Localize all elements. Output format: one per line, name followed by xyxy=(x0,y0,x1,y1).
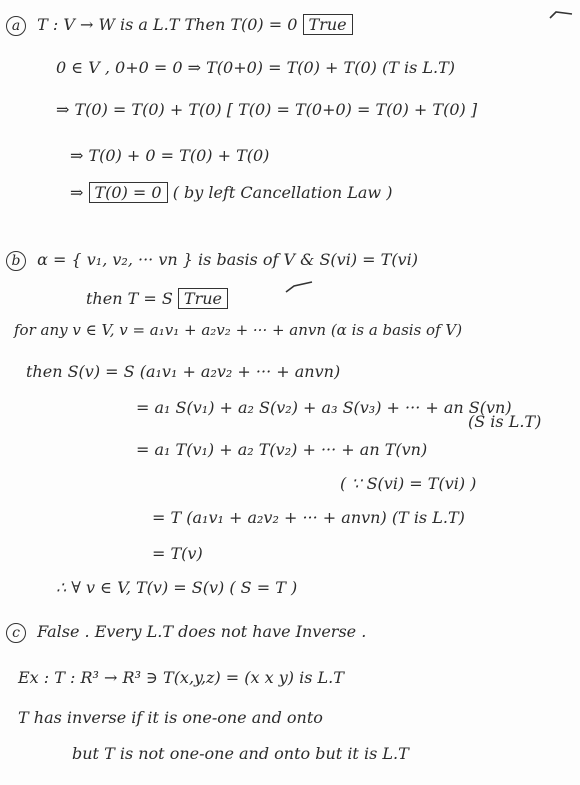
part-c-label: c xyxy=(6,623,26,643)
part-a-statement: T : V → W is a L.T Then T(0) = 0 xyxy=(37,15,298,34)
part-b-line-6: (S is L.T) xyxy=(468,412,542,431)
part-a-label: a xyxy=(6,16,26,36)
part-a-implies: ⇒ xyxy=(70,183,84,202)
check-mark-icon xyxy=(284,280,314,296)
part-b-statement: α = { v₁, v₂, ··· vn } is basis of V & S(vi) = T(vi) xyxy=(37,250,418,269)
part-a-line-5 xyxy=(70,182,392,203)
part-c-line-3: T has inverse if it is one-one and onto xyxy=(18,708,323,727)
part-b-line-5: = a₁ S(v₁) + a₂ S(v₂) + a₃ S(v₃) + ··· + an S(vn) xyxy=(136,398,512,417)
part-c-line-4: but T is not one-one and onto but it is L.T xyxy=(72,744,409,763)
part-c-line-2: Ex : T : R³ → R³ ∋ T(x,y,z) = (x x y) is L.T xyxy=(18,668,344,687)
part-b-line-2 xyxy=(86,288,228,309)
part-b-claim: then T = S xyxy=(86,289,173,308)
part-b-line-4: then S(v) = S (a₁v₁ + a₂v₂ + ··· + anvn) xyxy=(26,362,341,381)
part-a-line-4: ⇒ T(0) + 0 = T(0) + T(0) xyxy=(70,146,270,165)
part-a-reason: ( by left Cancellation Law ) xyxy=(172,183,393,202)
part-b-label: b xyxy=(6,251,26,271)
part-a-answer-box: True xyxy=(303,14,353,35)
part-a-line-1 xyxy=(6,14,353,36)
part-b-line-8: ( ∵ S(vi) = T(vi) ) xyxy=(340,474,477,493)
part-c-statement: False . Every L.T does not have Inverse . xyxy=(37,622,367,641)
part-b-line-3: for any v ∈ V, v = a₁v₁ + a₂v₂ + ··· + anvn (α is a basis of V) xyxy=(14,321,463,339)
part-b-line-7: = a₁ T(v₁) + a₂ T(v₂) + ··· + an T(vn) xyxy=(136,440,428,459)
part-b-line-10: = T(v) xyxy=(152,544,203,563)
part-a-line-3: ⇒ T(0) = T(0) + T(0) [ T(0) = T(0+0) = T(0) + T(0) ] xyxy=(56,100,478,119)
part-c-line-1 xyxy=(6,622,366,643)
part-b-line-11: ∴ ∀ v ∈ V, T(v) = S(v) ( S = T ) xyxy=(56,578,298,597)
part-b-line-9: = T (a₁v₁ + a₂v₂ + ··· + anvn) (T is L.T) xyxy=(152,508,465,527)
part-b-line-1 xyxy=(6,250,418,271)
part-a-result-box: T(0) = 0 xyxy=(89,182,168,203)
part-a-line-2: 0 ∈ V , 0+0 = 0 ⇒ T(0+0) = T(0) + T(0) (T is L.T) xyxy=(56,58,455,77)
part-b-answer-box: True xyxy=(178,288,228,309)
check-mark-icon xyxy=(548,8,574,22)
